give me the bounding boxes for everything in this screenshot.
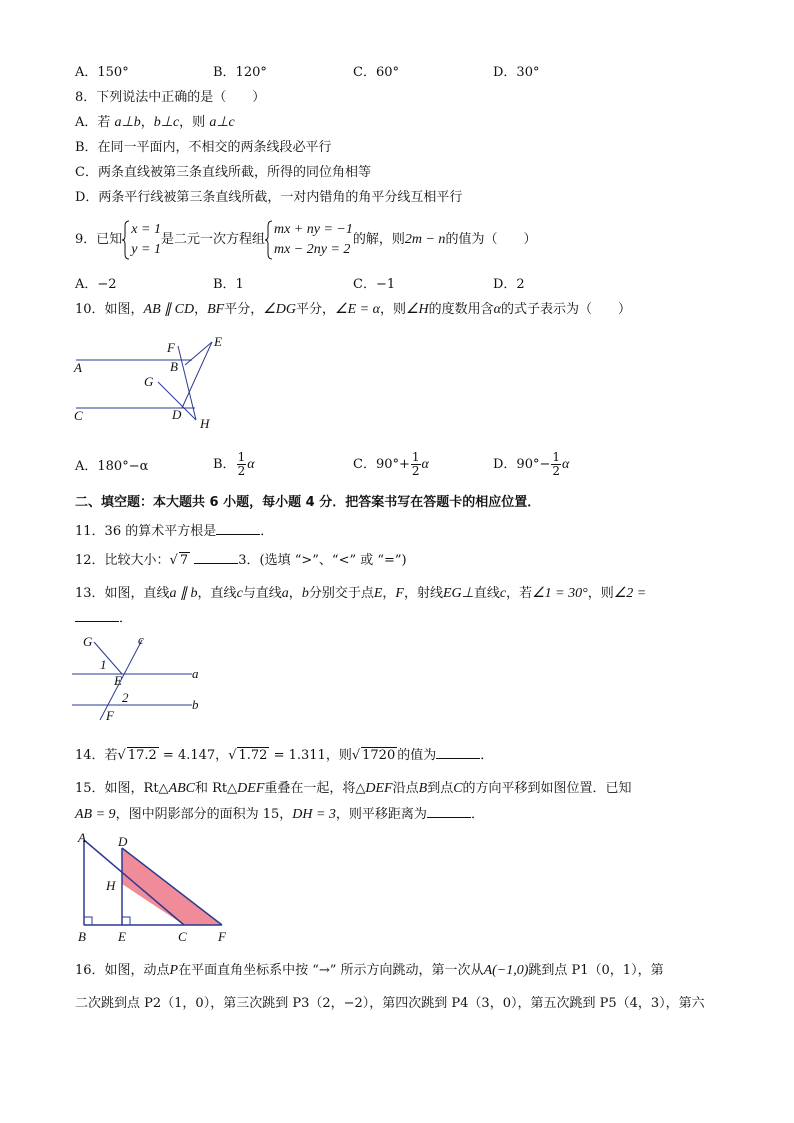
- q10-t2: ，: [194, 302, 208, 317]
- q14-mid: ，则: [325, 748, 352, 763]
- q15-t-distance: ，则平移距离为: [335, 807, 427, 822]
- label-A: A: [78, 830, 86, 845]
- q15-l5: C: [453, 781, 463, 796]
- q15-l2: DEF: [237, 781, 265, 796]
- q10-c-fraction: [411, 451, 421, 478]
- label-A: A: [74, 360, 82, 375]
- label-E: E: [114, 673, 122, 688]
- brace-icon: [265, 220, 273, 260]
- q10-t4: 平分，: [296, 302, 336, 317]
- q14-answer-blank[interactable]: [436, 746, 480, 759]
- q13-m6: F: [395, 586, 404, 601]
- q13-m1: a ∥ b: [169, 586, 198, 601]
- q15-line1: [75, 780, 632, 798]
- q10-m3: ∠DG: [263, 302, 297, 317]
- q9-sys2-row1: mx + ny = −1: [273, 221, 353, 237]
- frac-num: 1: [411, 450, 420, 464]
- q10-option-d: [493, 451, 569, 478]
- label-E: E: [214, 334, 222, 349]
- q16-t-c: 跳到点 P1（0，1），第: [528, 963, 664, 978]
- q15-t-e: 到点: [427, 781, 454, 796]
- q13-m4: b: [301, 586, 309, 601]
- q14-sep: ，: [215, 748, 229, 763]
- q9-option-a: A．−2: [75, 277, 117, 292]
- q13-m7: EG⊥: [442, 586, 474, 601]
- q8-option-d: D．两条平行线被第三条直线所截，一对内错角的角平分线互相平行: [75, 190, 463, 205]
- frac-den: 2: [237, 464, 246, 478]
- label-D: D: [118, 834, 128, 849]
- q13-t8: ，若: [506, 586, 533, 601]
- q13-m2: c: [236, 586, 243, 601]
- q7-option-d: D．30°: [493, 65, 540, 80]
- q10-d-fraction: [551, 451, 561, 478]
- q13-t0: 13．如图，直线: [75, 586, 170, 601]
- q15-m-dh: DH = 3: [292, 807, 336, 822]
- q14-end: ．: [480, 748, 494, 763]
- q14-suffix: 的值为: [397, 748, 437, 763]
- q16-line2: 二次跳到点 P2（1，0），第三次跳到 P3（2，−2），第四次跳到 P4（3，0），第五次跳到 P5（4，3），第六: [75, 996, 705, 1011]
- q16-t-b: 在平面直角坐标系中按 “→” 所示方向跳动，第一次从: [178, 963, 484, 978]
- q10-m4: ∠E = α: [335, 302, 380, 317]
- q10-option-a: A．180°−α: [75, 459, 149, 474]
- q11: [75, 522, 273, 541]
- sqrt-icon: √: [228, 748, 237, 763]
- q15-t-f: 的方向平移到如图位置．已知: [462, 781, 632, 796]
- q14-prefix: 14．若: [75, 748, 118, 763]
- line-ed: [182, 342, 212, 408]
- q10-t3: 平分，: [224, 302, 264, 317]
- q10-stem: [75, 301, 631, 319]
- q13-t9: ，则: [587, 586, 614, 601]
- q10-m5: ∠H: [405, 302, 429, 317]
- q15-figure: [72, 830, 242, 945]
- q10-m6: α: [493, 302, 502, 317]
- q11-answer-blank[interactable]: [216, 522, 260, 535]
- label-a: a: [192, 666, 199, 681]
- alpha: α: [247, 457, 255, 472]
- label-c: c: [138, 632, 144, 647]
- q13-line1: [75, 585, 646, 603]
- q8-option-c: C．两条直线被第三条直线所截，所得的同位角相等: [75, 165, 371, 180]
- q13-t6: ，射线: [403, 586, 443, 601]
- q12-answer-blank[interactable]: [194, 551, 238, 564]
- q13-m10: ∠2 =: [613, 586, 647, 601]
- q12: [75, 551, 407, 570]
- q15-end: ．: [470, 807, 484, 822]
- label-G: G: [144, 374, 154, 389]
- section-2-heading: 二、填空题：本大题共 6 小题，每小题 4 分．把答案书写在答题卡的相应位置．: [75, 495, 541, 510]
- q15-l1: ABC: [168, 781, 196, 796]
- label-H: H: [200, 416, 210, 431]
- q13-t3: ，: [288, 586, 302, 601]
- q13-t1: ，直线: [197, 586, 237, 601]
- label-F: F: [106, 708, 114, 723]
- q8-a-prefix: A．若: [75, 115, 115, 130]
- q10-b-prefix: B．: [213, 457, 236, 472]
- q15-answer-blank[interactable]: [427, 805, 471, 818]
- q15-t-b: 和 Rt△: [195, 781, 238, 796]
- q9-stem: [75, 218, 536, 262]
- q15-line2: [75, 805, 484, 824]
- label-B: B: [170, 359, 178, 374]
- label-F: F: [218, 929, 226, 944]
- q9-sys1-row2: y = 1: [131, 241, 161, 257]
- q10-b-fraction: [237, 451, 247, 478]
- q10-t7: 的式子表示为（ ）: [501, 302, 632, 317]
- q9-sys2-row2: mx − 2ny = 2: [273, 241, 351, 257]
- q14-radicand1: 17.2: [127, 748, 157, 763]
- q9-expression: 2m − n: [404, 232, 446, 247]
- q8-option-a: [75, 114, 235, 132]
- label-b: b: [192, 697, 199, 712]
- q15-l3: DEF: [365, 781, 393, 796]
- q13-m3: a: [281, 586, 289, 601]
- q15-t-area: ，图中阴影部分的面积为 15，: [115, 807, 293, 822]
- label-C: C: [74, 408, 83, 423]
- line-be: [185, 342, 212, 365]
- q15-t-d: 沿点: [392, 781, 419, 796]
- q10-c-prefix: C．90°+: [353, 457, 410, 472]
- q15-t-a: 15．如图，Rt△: [75, 781, 169, 796]
- q16-p: P: [169, 963, 179, 978]
- label-B: B: [78, 929, 86, 944]
- q9-suffix1: 的解，则: [352, 232, 405, 247]
- alpha: α: [421, 457, 429, 472]
- sqrt-icon: √: [169, 553, 178, 568]
- brace-icon: [122, 220, 130, 260]
- q9-option-b: B．1: [213, 277, 244, 292]
- q7-option-b: B．120°: [213, 65, 267, 80]
- alpha: α: [562, 457, 570, 472]
- q10-option-b: [213, 451, 255, 478]
- q14-radicand3: 1720: [362, 748, 396, 763]
- q9-solution-system: [122, 220, 161, 260]
- q9-option-c: C．−1: [353, 277, 396, 292]
- q15-m-ab: AB = 9: [75, 807, 116, 822]
- label-1: 1: [100, 657, 107, 672]
- q8-option-b: B．在同一平面内，不相交的两条线段必平行: [75, 140, 332, 155]
- label-E: E: [118, 929, 126, 944]
- q10-d-prefix: D．90°−: [493, 457, 551, 472]
- q13-figure: [70, 632, 215, 724]
- q13-t4: 分别交于点: [308, 586, 374, 601]
- q15-t-c: 重叠在一起，将△: [264, 781, 366, 796]
- ray-eg: [94, 642, 122, 674]
- side-ac: [84, 840, 184, 925]
- q13-m9: ∠1 = 30°: [532, 586, 588, 601]
- sqrt-icon: √: [117, 748, 126, 763]
- label-C: C: [178, 929, 187, 944]
- q8-a-mid: ，则: [179, 115, 210, 130]
- q9-sys1-row1: x = 1: [131, 221, 161, 237]
- q11-suffix: ．: [260, 524, 274, 539]
- q14-value2: = 1.311: [269, 748, 326, 763]
- q8-a-math1: a⊥b: [114, 115, 141, 130]
- q16-point-a: A(−1,0): [483, 963, 529, 978]
- q8-stem: 8．下列说法中正确的是（ ）: [75, 90, 266, 105]
- q13-suffix: ．: [119, 611, 133, 626]
- label-G: G: [83, 634, 93, 649]
- label-2: 2: [122, 690, 129, 705]
- frac-den: 2: [552, 464, 560, 478]
- q13-m8: c: [499, 586, 507, 601]
- label-F: F: [167, 340, 175, 355]
- q15-l4: B: [418, 781, 428, 796]
- q10-t-a: 10．如图，: [75, 302, 144, 317]
- label-D: D: [172, 407, 182, 422]
- q8-a-math2: b⊥c: [153, 115, 180, 130]
- q9-equation-system: [265, 220, 353, 260]
- q13-answer-blank[interactable]: [75, 609, 119, 622]
- q10-figure: [70, 332, 240, 434]
- q10-m1: AB ∥ CD: [143, 302, 195, 317]
- frac-num: 1: [237, 450, 246, 464]
- q12-suffix: 3．(选填 “>”、“<” 或 “=”): [238, 553, 407, 568]
- q9-option-d: D．2: [493, 277, 525, 292]
- frac-num: 1: [552, 450, 560, 464]
- q12-prefix: 12．比较大小：: [75, 553, 170, 568]
- q10-option-c: [353, 451, 429, 478]
- q12-radicand: 7: [179, 553, 189, 568]
- q11-prefix: 11．36 的算术平方根是: [75, 524, 217, 539]
- right-angle-b-icon: [84, 917, 92, 925]
- q9-mid: 是二元一次方程组: [160, 232, 265, 247]
- q14-radicand2: 1.72: [238, 748, 268, 763]
- right-angle-e-icon: [122, 917, 130, 925]
- q13-m5: E: [373, 586, 383, 601]
- frac-den: 2: [411, 464, 420, 478]
- q7-option-c: C．60°: [353, 65, 399, 80]
- q14-value1: = 4.147: [158, 748, 216, 763]
- q9-prefix: 9．已知: [75, 232, 123, 247]
- q16-t-a: 16．如图，动点: [75, 963, 170, 978]
- q10-m2: BF: [207, 302, 225, 317]
- q9-suffix2: 的值为（ ）: [445, 232, 537, 247]
- q7-option-a: A．150°: [75, 65, 129, 80]
- q13-t7: 直线: [473, 586, 500, 601]
- q10-t6: 的度数用含: [428, 302, 494, 317]
- sqrt-icon: √: [351, 748, 361, 763]
- q16-line1: [75, 962, 664, 980]
- q8-a-math3: a⊥c: [209, 115, 235, 130]
- q13-line2: [75, 609, 132, 628]
- q13-t5: ，: [382, 586, 396, 601]
- label-H: H: [106, 878, 116, 893]
- q13-t2: 与直线: [242, 586, 282, 601]
- q10-t5: ，则: [379, 302, 406, 317]
- q8-a-sep: ，: [140, 115, 154, 130]
- q14: [75, 746, 493, 765]
